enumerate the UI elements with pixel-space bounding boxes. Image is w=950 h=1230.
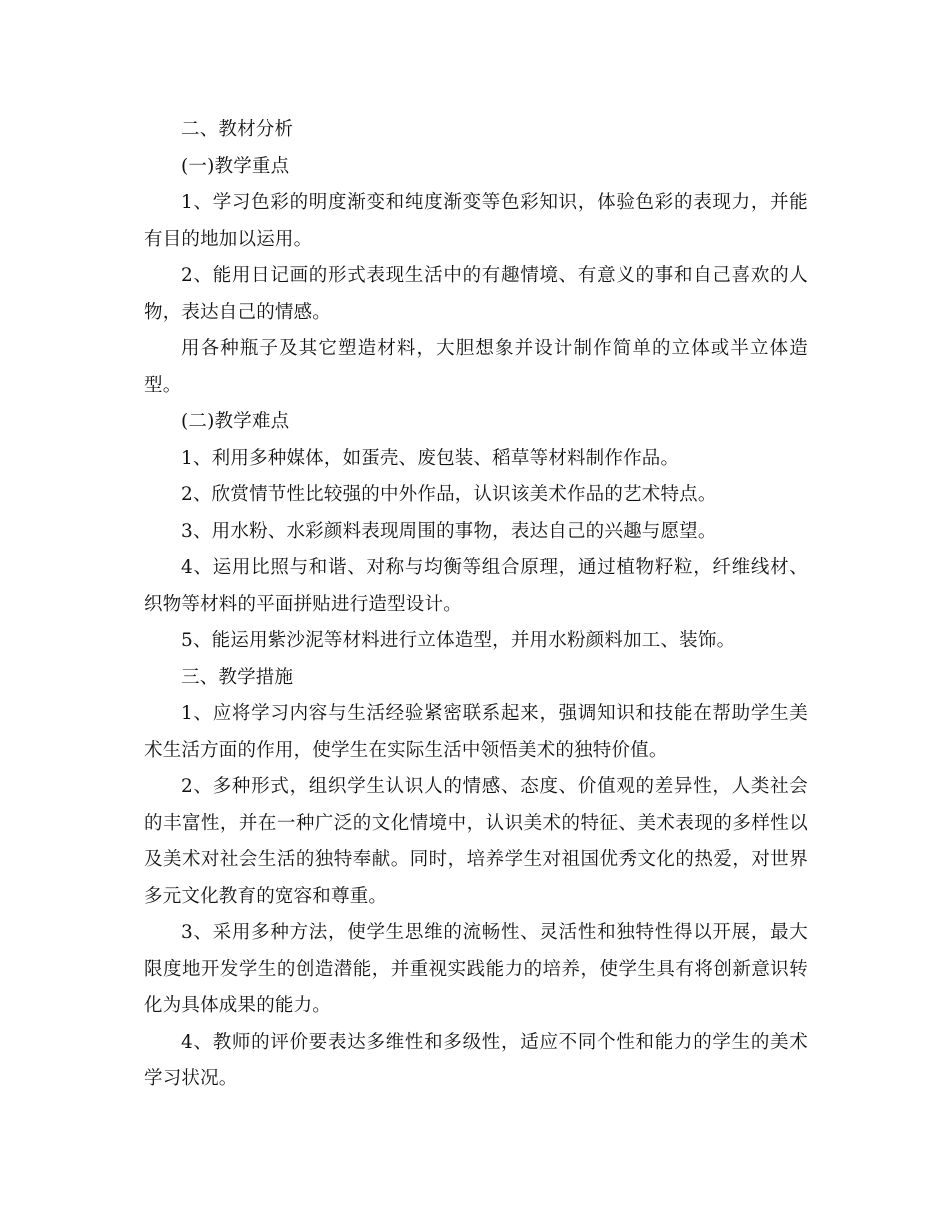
paragraph: 1、利用多种媒体，如蛋壳、废包装、稻草等材料制作作品。 (181, 447, 680, 469)
paragraph: 3、采用多种方法，使学生思维的流畅性、灵活性和独特性得以开展，最大限度地开发学生的创造潜能，并重视实践能力的培养，使学生具有将创新意识转化为具体成果的能力。 (144, 922, 808, 1016)
paragraph: 5、能运用紫沙泥等材料进行立体造型，并用水粉颜料加工、装饰。 (181, 630, 736, 651)
paragraph: 1、学习色彩的明度渐变和纯度渐变等色彩知识，体验色彩的表现力，并能有目的地加以运用。 (144, 192, 808, 250)
subheading-difficult-points: (二)教学难点 (181, 411, 290, 432)
paragraph: 4、运用比照与和谐、对称与均衡等组合原理，通过植物籽粒，纤维线材、织物等材料的平面拼贴进行造型设计。 (144, 557, 808, 615)
paragraph: 3、用水粉、水彩颜料表现周围的事物，表达自己的兴趣与愿望。 (181, 520, 717, 542)
paragraph: 2、欣赏情节性比较强的中外作品，认识该美术作品的艺术特点。 (181, 484, 717, 505)
section-heading-teaching-measures: 三、教学措施 (181, 666, 294, 688)
section-heading-textbook-analysis: 二、教材分析 (181, 119, 294, 140)
paragraph: 2、多种形式，组织学生认识人的情感、态度、价值观的差异性，人类社会的丰富性，并在一种广泛的文化情境中，认识美术的特征、美术表现的多样性以及美术对社会生活的独特奉献。同时，培养学生对祖国优秀文化的热爱，对世界多元文化教育的宽容和尊重。 (144, 776, 808, 907)
document-page (144, 112, 808, 1098)
paragraph: 用各种瓶子及其它塑造材料，大胆想象并设计制作简单的立体或半立体造型。 (144, 338, 808, 396)
paragraph: 4、教师的评价要表达多维性和多级性，适应不同个性和能力的学生的美术学习状况。 (144, 1031, 808, 1089)
paragraph: 2、能用日记画的形式表现生活中的有趣情境、有意义的事和自己喜欢的人物，表达自己的情感。 (144, 265, 808, 323)
subheading-key-points: (一)教学重点 (181, 155, 290, 177)
paragraph: 1、应将学习内容与生活经验紧密联系起来，强调知识和技能在帮助学生美术生活方面的作用，使学生在实际生活中领悟美术的独特价值。 (144, 703, 808, 761)
